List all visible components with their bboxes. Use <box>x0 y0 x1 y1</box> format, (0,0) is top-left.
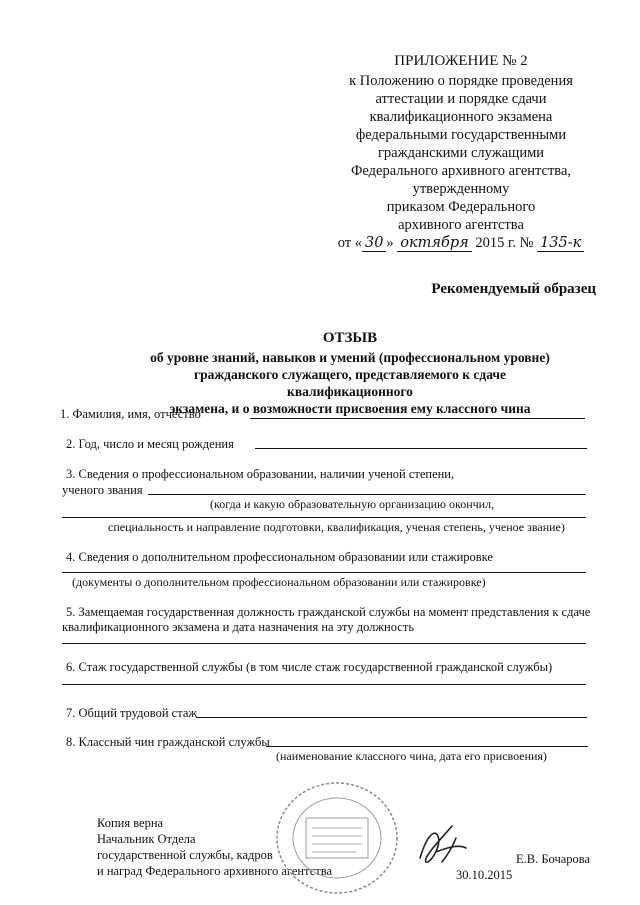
document-subtitle-line: экзамена, и о возможности присвоения ему классного чина <box>169 401 531 416</box>
order-month: октября <box>397 235 471 252</box>
field-work-experience-label: 7. Общий трудовой стаж <box>66 706 198 720</box>
field-education-caption-2: специальность и направление подготовки, квалификация, ученая степень, ученое звание) <box>108 520 565 534</box>
appendix-line: квалификационного экзамена <box>369 109 553 125</box>
field-education-line[interactable] <box>148 494 586 495</box>
field-degree-label: ученого звания <box>62 483 143 497</box>
document-subtitle-line: гражданского служащего, представляемого к сдаче квалификационного <box>193 367 507 399</box>
field-education-caption: (когда и какую образовательную организацию окончил, <box>210 497 495 511</box>
order-day-close: » <box>386 235 394 251</box>
field-work-experience-line[interactable] <box>196 717 587 718</box>
appendix-line: гражданскими служащими <box>377 145 545 161</box>
order-day: 30 <box>362 235 386 252</box>
field-service-length-line[interactable] <box>62 684 586 685</box>
order-year: 2015 <box>475 235 505 251</box>
field-full-name-label: 1. Фамилия, имя, отчество <box>60 407 201 421</box>
field-class-rank-label: 8. Классный чин гражданской службы <box>66 735 270 749</box>
field-class-rank-caption: (наименование классного чина, дата его присвоения) <box>276 749 547 763</box>
appendix-line: федеральными государственными <box>355 127 567 143</box>
order-prefix: от « <box>337 235 362 251</box>
signature-date: 30.10.2015 <box>456 868 513 882</box>
order-number: 135-к <box>537 235 584 252</box>
official-stamp-icon <box>272 778 402 898</box>
appendix-line: приказом Федерального <box>386 199 536 215</box>
field-birth-date-line[interactable] <box>255 448 587 449</box>
appendix-block <box>330 52 592 252</box>
field-additional-education-line[interactable] <box>62 572 586 573</box>
footer-line: Копия верна <box>97 816 164 830</box>
field-birth-date-label: 2. Год, число и месяц рождения <box>66 437 234 451</box>
document-subtitle-line: об уровне знаний, навыков и умений (профессиональном уровне) <box>150 350 550 365</box>
field-additional-education-label: 4. Сведения о дополнительном профессиональном образовании или стажировке <box>66 550 493 564</box>
field-education-line-2[interactable] <box>62 517 586 518</box>
signer-name: Е.В. Бочарова <box>516 852 591 866</box>
field-additional-education-caption: (документы о дополнительном профессиональном образовании или стажировке) <box>72 575 486 589</box>
field-education-label: 3. Сведения о профессиональном образовании, наличии ученой степени, <box>66 467 455 481</box>
appendix-line: архивного агентства <box>398 217 524 233</box>
document-title: ОТЗЫВ <box>322 330 378 346</box>
footer-line: и наград Федерального архивного агентства <box>97 864 333 878</box>
field-appointment-label: квалификационного экзамена и дата назначения на эту должность <box>62 620 415 634</box>
footer-line: государственной службы, кадров <box>97 848 273 862</box>
recommended-sample-label: Рекомендуемый образец <box>431 281 596 297</box>
field-position-line[interactable] <box>62 643 586 644</box>
appendix-line: к Положению о порядке проведения <box>349 73 573 89</box>
field-position-label: 5. Замещаемая государственная должность гражданской службы на момент представления к сдаче <box>66 605 591 619</box>
signature-icon <box>412 818 472 873</box>
appendix-line: утвержденному <box>412 181 510 197</box>
appendix-title: ПРИЛОЖЕНИЕ № 2 <box>394 53 528 69</box>
order-year-suffix: г. № <box>508 235 534 251</box>
field-full-name-line[interactable] <box>250 418 585 419</box>
appendix-line: аттестации и порядке сдачи <box>375 91 547 107</box>
footer-line: Начальник Отдела <box>97 832 196 846</box>
field-class-rank-line[interactable] <box>266 746 588 747</box>
order-line <box>330 234 592 252</box>
document-title-block <box>140 330 560 417</box>
field-service-length-label: 6. Стаж государственной службы (в том числе стаж государственной гражданской службы) <box>66 660 553 674</box>
appendix-line: Федерального архивного агентства, <box>350 163 572 179</box>
